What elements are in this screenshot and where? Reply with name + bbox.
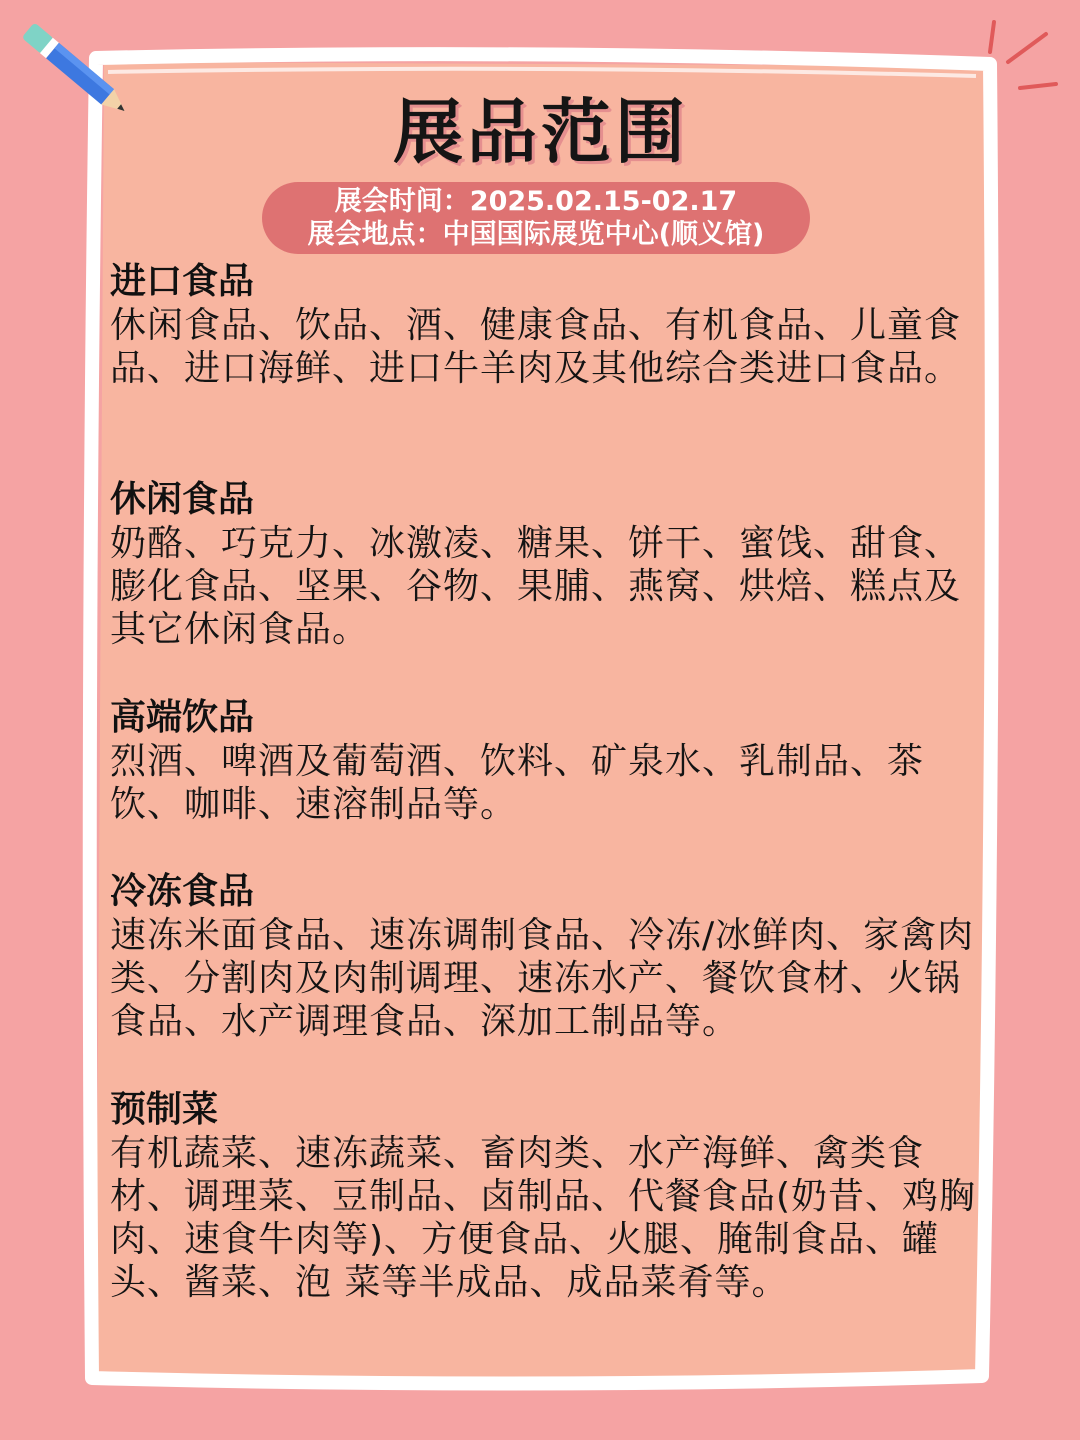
section-frozen-food	[110, 870, 980, 1043]
section-snack-food	[110, 478, 980, 651]
section-body: 速冻米面食品、速冻调制食品、冷冻/冰鲜肉、家禽肉类、分割肉及肉制调理、速冻水产、餐饮食材、火锅食品、水产调理食品、深加工制品等。	[110, 915, 975, 1042]
poster-content	[110, 91, 980, 1303]
section-body: 奶酪、巧克力、冰激凌、糖果、饼干、蜜饯、甜食、膨化食品、坚果、谷物、果脯、燕窝、烘焙、糕点及其它休闲食品。	[110, 523, 962, 650]
event-info-badge	[262, 182, 810, 254]
event-date-text: 展会时间：2025.02.15-02.17	[334, 186, 738, 217]
event-venue-text: 展会地点：中国国际展览中心(顺义馆)	[307, 219, 765, 250]
section-body: 有机蔬菜、速冻蔬菜、畜肉类、水产海鲜、禽类食材、调理菜、豆制品、卤制品、代餐食品(奶昔、鸡胸肉、速食牛肉等)、方便食品、火腿、腌制食品、罐头、酱菜、泡 菜等半成品、成品菜肴等。	[110, 1133, 977, 1303]
poster-title: 展品范围	[393, 91, 689, 173]
section-heading: 休闲食品	[110, 479, 255, 520]
section-body: 烈酒、啤酒及葡萄酒、饮料、矿泉水、乳制品、茶饮、咖啡、速溶制品等。	[110, 741, 925, 825]
section-heading: 高端饮品	[110, 697, 255, 738]
section-premium-drinks	[110, 696, 980, 826]
section-heading: 预制菜	[110, 1089, 219, 1130]
section-imported-food	[110, 260, 980, 390]
section-body: 休闲食品、饮品、酒、健康食品、有机食品、儿童食品、进口海鲜、进口牛羊肉及其他综合类进口食品。	[110, 305, 962, 389]
section-heading: 进口食品	[110, 261, 255, 302]
section-prepared-dishes	[110, 1088, 980, 1304]
section-heading: 冷冻食品	[110, 871, 255, 912]
sparkle-lines-icon	[990, 22, 1056, 88]
